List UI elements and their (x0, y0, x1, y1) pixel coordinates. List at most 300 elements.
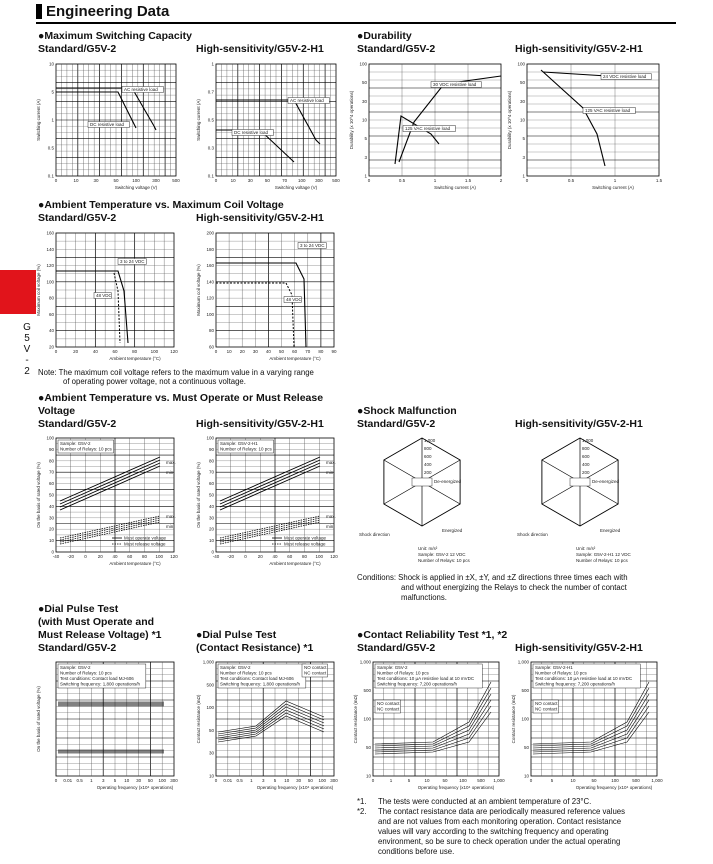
durability-hs-label: High-sensitivity/G5V-2-H1 (515, 43, 643, 55)
x-tick-label: 3 (261, 778, 265, 783)
x-tick-label: 0 (529, 778, 533, 783)
test-info: Number of Relays: 10 pcs (377, 670, 429, 676)
x-tick-label: 1,000 (651, 778, 663, 783)
x-tick-label: 80 (318, 349, 324, 354)
x-tick-label: 0 (54, 778, 58, 783)
chart-durability-std (349, 58, 507, 196)
ambient-operate-hs-label: High-sensitivity/G5V-2-H1 (196, 418, 324, 430)
test-info: Number of Relays: 10 pcs (535, 670, 587, 676)
y-tick-label: 1,000 (202, 659, 214, 665)
shock-title: ●Shock Malfunction (357, 405, 457, 417)
y-tick-label: 1,000 (517, 659, 529, 665)
test-info: Test conditions: 10 µA resistive load at 10 mVDC (535, 676, 633, 681)
unit-label: Unit: m/s² (576, 546, 596, 551)
sample-label: Sample: G5V-2-H1 12 VDC (576, 552, 631, 557)
max-switching-std-label: Standard/G5V-2 (38, 43, 117, 55)
tick-label: 400 (582, 462, 590, 467)
footnote-2-line4: environment, so be sure to check operation under the actual operating (378, 837, 621, 846)
y-tick-label: 0.5 (207, 117, 214, 123)
y-tick-label: 3 (522, 154, 525, 160)
x-tick-label: 100 (297, 178, 306, 183)
ambient-operate-title-1: ●Ambient Temperature vs. Must Operate or Must Release (38, 392, 324, 404)
y-tick-label: 60 (48, 311, 54, 317)
x-tick-label: 30 (296, 778, 302, 783)
side-tab-label: G 5 V - 2 (23, 322, 31, 377)
ambient-coil-hs-label: High-sensitivity/G5V-2-H1 (196, 212, 324, 224)
sample-info: Number of Relays: 10 pcs (60, 446, 112, 452)
y-axis-label: Contact resistance (mΩ) (353, 694, 358, 744)
y-tick-label: 500 (206, 682, 214, 688)
x-tick-label: 1,000 (493, 778, 505, 783)
chart-max-switching-hs (196, 58, 342, 196)
series-label-ac: AC resistive load (290, 98, 324, 103)
legend: NC contact (377, 706, 400, 712)
tick-label: 800 (424, 446, 432, 451)
contact-rel-std-label: Standard/G5V-2 (357, 642, 436, 654)
y-axis-label: Switching current (A) (196, 99, 201, 141)
sample-info: Sample: G5V-2 (60, 441, 91, 446)
y-tick-label: 100 (517, 61, 525, 67)
series-label-ac: 125 VAC resistive load (585, 108, 631, 113)
x-tick-label: 0.5 (236, 778, 243, 783)
x-tick-label: 80 (132, 349, 138, 354)
y-tick-label: 5 (51, 89, 54, 95)
x-tick-label: 20 (257, 554, 263, 559)
x-tick-label: 80 (301, 554, 308, 559)
shock-conditions-2: and without energizing the Relays to check the number of contact (401, 583, 627, 592)
x-tick-label: 100 (318, 778, 326, 783)
y-tick-label: 50 (523, 745, 529, 750)
x-tick-label: 120 (330, 554, 338, 559)
y-tick-label: 1 (51, 117, 54, 123)
x-tick-label: 40 (272, 554, 278, 559)
x-tick-label: 60 (292, 349, 298, 354)
y-tick-label: 0.7 (207, 89, 214, 95)
chart-ambient-operate-std (36, 432, 182, 570)
y-tick-label: 140 (206, 279, 214, 285)
y-tick-label: 0.1 (47, 173, 54, 179)
test-info: Number of Relays: 10 pcs (60, 670, 112, 676)
y-tick-label: 200 (206, 230, 214, 236)
x-tick-label: -40 (212, 554, 220, 559)
test-info: Test conditions: 10 µA resistive load at 10 mVDC (377, 676, 475, 681)
x-tick-label: 50 (264, 178, 270, 183)
y-tick-label: 10 (48, 61, 54, 67)
tick-label: 200 (582, 470, 590, 475)
y-tick-label: 1 (211, 61, 214, 67)
x-axis-label: Operating frequency (x10⁴ operations) (96, 785, 174, 790)
chart-shock-hs (515, 432, 665, 570)
y-axis-label: Durability (x 10^4 operations) (349, 90, 354, 150)
chart-contact-reliability-hs (513, 656, 665, 796)
x-tick-label: 500 (172, 178, 180, 183)
legend-operate: Must operate voltage (124, 535, 167, 541)
sample-info: Sample: G5V-2-H1 (220, 441, 258, 446)
y-tick-label: 70 (48, 469, 54, 475)
x-axis-label: Operating frequency (x10⁴ operations) (256, 785, 334, 790)
tick-label: 1,000 (582, 438, 594, 443)
tick-label: 200 (424, 470, 432, 475)
max-label: max. (166, 514, 176, 519)
chart-max-switching-std (36, 58, 182, 196)
y-axis-label: Contact resistance (mΩ) (511, 694, 516, 744)
x-tick-label: 1.5 (655, 178, 663, 183)
test-info: Switching frequency: 1,800 operations/h (60, 681, 141, 687)
chart-ambient-coil-hs (196, 227, 342, 365)
x-tick-label: 80 (141, 554, 148, 559)
test-info: Test conditions: Contact load MJ-606 (220, 676, 294, 681)
side-tab-marker (0, 270, 36, 314)
x-tick-label: 0 (525, 178, 529, 183)
y-tick-label: 120 (46, 263, 54, 269)
series-label-3-24: 3 to 24 VDC (120, 259, 145, 264)
title-divider (36, 22, 676, 24)
legend: NC contact (304, 670, 327, 676)
legend-release: Must release voltage (124, 541, 166, 547)
legend: NC contact (535, 706, 558, 712)
y-tick-label: 40 (48, 503, 54, 509)
footnote-1-mark: *1. (357, 797, 367, 806)
series-label-3-24: 3 to 24 VDC (300, 243, 325, 248)
chart-dial-pulse-resistance (196, 656, 342, 796)
y-tick-label: 30 (208, 750, 214, 756)
y-tick-label: 0 (211, 549, 214, 555)
x-axis-label: Switching voltage (V) (114, 185, 158, 190)
x-axis-label: Switching current (A) (592, 185, 634, 190)
series-label-dc: DC resistive load (90, 122, 125, 127)
x-tick-label: 120 (170, 554, 178, 559)
x-tick-label: 60 (287, 554, 293, 559)
series-label-ac: 125 VAC resistive load (405, 126, 451, 131)
x-tick-label: 10 (73, 178, 79, 183)
legend-deenergized: De-energized (434, 479, 462, 484)
y-tick-label: 5 (522, 136, 525, 142)
y-tick-label: 20 (208, 526, 214, 532)
footnote-2-mark: *2. (357, 807, 367, 816)
y-tick-label: 10 (208, 773, 214, 779)
y-tick-label: 100 (46, 279, 54, 285)
legend-deenergized: De-energized (592, 479, 620, 484)
chart-contact-reliability-std (355, 656, 507, 796)
x-tick-label: 1 (250, 778, 253, 783)
series-label-ac: AC resistive load (124, 87, 158, 92)
contact-rel-title: ●Contact Reliability Test *1, *2 (357, 629, 508, 641)
y-tick-label: 50 (519, 80, 525, 86)
x-axis-label: Ambient temperature (°C) (269, 561, 321, 566)
x-tick-label: 5 (550, 778, 554, 783)
x-tick-label: 300 (152, 178, 160, 183)
x-tick-label: 40 (265, 349, 271, 354)
y-tick-label: 40 (208, 503, 214, 509)
x-tick-label: 50 (113, 178, 119, 183)
y-tick-label: 3 (364, 154, 367, 160)
footnote-2-line3: values will vary according to the switching frequency and operating (378, 827, 609, 836)
series-label-48: 48 VDC (96, 293, 112, 298)
shock-conditions-3: malfunctions. (401, 593, 447, 602)
chart-durability-hs (507, 58, 665, 196)
chart-dial-pulse-operate (36, 656, 182, 796)
footnote-2-line1: The contact resistance data are periodically measured reference values (378, 807, 626, 816)
max-label: max. (326, 514, 336, 519)
test-info: Sample: G5V-2 (377, 665, 408, 670)
dial-op-title-3: Must Release Voltage) *1 (38, 629, 162, 641)
y-tick-label: 10 (523, 773, 529, 779)
tick-label: 1,000 (424, 438, 436, 443)
x-tick-label: 0 (367, 178, 371, 183)
test-info: Sample: G5V-2 (220, 665, 251, 670)
x-tick-label: 500 (332, 178, 340, 183)
x-tick-label: 300 (315, 178, 323, 183)
shock-std-label: Standard/G5V-2 (357, 418, 436, 430)
ambient-operate-std-label: Standard/G5V-2 (38, 418, 117, 430)
page-title: Engineering Data (36, 4, 169, 19)
y-axis-label: Switching current (A) (36, 99, 41, 141)
y-tick-label: 60 (48, 481, 54, 487)
y-tick-label: 50 (208, 727, 214, 733)
x-tick-label: 70 (305, 349, 311, 354)
x-tick-label: 0 (84, 554, 87, 559)
y-tick-label: 0.3 (207, 145, 214, 151)
y-tick-label: 40 (48, 328, 54, 334)
x-tick-label: 10 (124, 778, 130, 783)
y-tick-label: 160 (206, 263, 214, 269)
y-tick-label: 180 (206, 246, 214, 252)
tick-label: 800 (582, 446, 590, 451)
min-label: min. (166, 524, 175, 529)
x-tick-label: 70 (282, 178, 288, 183)
y-tick-label: 80 (48, 295, 54, 301)
y-tick-label: 100 (521, 716, 529, 722)
y-tick-label: 80 (208, 328, 214, 334)
x-tick-label: 50 (147, 778, 153, 783)
y-tick-label: 60 (208, 481, 214, 487)
x-axis-label: Operating frequency (x10⁴ operations) (575, 785, 653, 790)
series-label-dc: 24 VDC resistive load (603, 74, 647, 79)
x-tick-label: 2 (499, 178, 503, 183)
x-axis-label: Switching current (A) (434, 185, 476, 190)
y-tick-label: 90 (208, 446, 214, 452)
x-tick-label: 20 (97, 554, 103, 559)
y-tick-label: 100 (206, 435, 214, 441)
max-label: max. (166, 460, 176, 465)
x-tick-label: 0 (214, 178, 218, 183)
y-tick-label: 100 (359, 61, 367, 67)
min-label: min. (326, 524, 335, 529)
durability-std-label: Standard/G5V-2 (357, 43, 436, 55)
x-tick-label: 0.5 (398, 178, 406, 183)
y-tick-label: 1 (364, 173, 367, 179)
footnote-2-line2: and are not values from each monitoring operation. Contact resistance (378, 817, 622, 826)
y-tick-label: 500 (521, 688, 529, 693)
x-tick-label: 0.01 (63, 778, 73, 783)
ambient-coil-note-2: of operating power voltage, not a continuous voltage. (63, 377, 246, 386)
x-tick-label: 60 (112, 349, 118, 354)
x-tick-label: 1 (90, 778, 93, 783)
dial-cr-title-2: (Contact Resistance) *1 (196, 642, 314, 654)
y-tick-label: 1 (522, 173, 525, 179)
y-tick-label: 0 (51, 549, 54, 555)
y-axis-label: On the basis of rated voltage (%) (36, 462, 41, 528)
ambient-operate-title-2: Voltage (38, 405, 76, 417)
x-tick-label: 500 (477, 778, 485, 783)
y-tick-label: 1,000 (359, 659, 371, 665)
y-tick-label: 50 (365, 745, 371, 750)
y-tick-label: 10 (361, 117, 367, 123)
x-tick-label: 30 (93, 178, 99, 183)
chart-ambient-operate-hs (196, 432, 342, 570)
y-tick-label: 0.5 (47, 145, 54, 151)
x-tick-label: 30 (136, 778, 142, 783)
y-axis-label: On the basis of rated voltage (%) (196, 462, 201, 528)
x-tick-label: 40 (112, 554, 118, 559)
test-info: Sample: G5V-2-H1 (535, 665, 573, 670)
y-tick-label: 10 (208, 538, 214, 544)
unit-label: Unit: m/s² (418, 546, 438, 551)
x-tick-label: 100 (150, 349, 159, 354)
ambient-coil-note-1: Note: The maximum coil voltage refers to the maximum value in a varying range (38, 368, 314, 377)
x-tick-label: 100 (315, 554, 324, 559)
x-tick-label: 100 (611, 778, 619, 783)
legend-operate: Must operate voltage (284, 535, 327, 541)
y-tick-label: 0.1 (207, 173, 214, 179)
legend: NO contact (377, 701, 400, 706)
y-tick-label: 20 (48, 344, 54, 350)
y-tick-label: 10 (48, 538, 54, 544)
x-tick-label: 50 (307, 778, 313, 783)
x-tick-label: 90 (331, 349, 337, 354)
y-tick-label: 50 (361, 80, 367, 86)
dial-op-std-label: Standard/G5V-2 (38, 642, 117, 654)
contact-rel-hs-label: High-sensitivity/G5V-2-H1 (515, 642, 643, 654)
test-info: Sample: G5V-2 (60, 665, 91, 670)
x-axis-label: Ambient temperature (°C) (109, 356, 161, 361)
x-tick-label: 0 (54, 349, 58, 354)
y-tick-label: 160 (46, 230, 54, 236)
y-axis-label: Contact resistance (mΩ) (196, 694, 201, 744)
x-axis-label: Operating frequency (x10⁴ operations) (417, 785, 495, 790)
legend: NO contact (304, 665, 327, 670)
dial-op-title-2: (with Must Operate and (38, 616, 155, 628)
x-tick-label: 30 (247, 178, 253, 183)
x-tick-label: 500 (632, 778, 640, 783)
x-tick-label: 0 (54, 178, 58, 183)
x-tick-label: -20 (67, 554, 75, 559)
y-tick-label: 70 (208, 469, 214, 475)
x-tick-label: 10 (570, 778, 576, 783)
ambient-coil-title: ●Ambient Temperature vs. Maximum Coil Voltage (38, 199, 284, 211)
x-axis-label: Ambient temperature (°C) (269, 356, 321, 361)
footnote-2-line5: conditions before use. (378, 847, 455, 856)
x-tick-label: 50 (279, 349, 285, 354)
x-tick-label: 1.5 (464, 178, 472, 183)
x-tick-label: 30 (252, 349, 258, 354)
y-tick-label: 80 (208, 458, 214, 464)
x-tick-label: 5 (273, 778, 277, 783)
x-tick-label: 100 (459, 778, 467, 783)
y-tick-label: 30 (208, 515, 214, 521)
x-tick-label: 10 (424, 778, 430, 783)
y-tick-label: 30 (361, 98, 367, 104)
y-tick-label: 80 (48, 458, 54, 464)
x-tick-label: 40 (92, 349, 98, 354)
x-tick-label: 0.5 (567, 178, 575, 183)
x-tick-label: 1 (613, 178, 617, 183)
shock-conditions-1: Conditions: Shock is applied in ±X, ±Y, and ±Z directions three times each with (357, 573, 628, 582)
count-label: Number of Relays: 10 pcs (576, 558, 628, 563)
x-tick-label: 0 (214, 349, 218, 354)
x-tick-label: 300 (170, 778, 178, 783)
x-tick-label: 10 (230, 178, 236, 183)
x-tick-label: -40 (52, 554, 60, 559)
y-axis-label: On the basis of rated voltage (%) (36, 686, 41, 752)
x-tick-label: 50 (442, 778, 448, 783)
y-tick-label: 20 (48, 526, 54, 532)
shock-hs-label: High-sensitivity/G5V-2-H1 (515, 418, 643, 430)
series-label-48: 48 VDC (286, 297, 302, 302)
x-tick-label: 0 (371, 778, 375, 783)
y-tick-label: 30 (519, 98, 525, 104)
ambient-coil-std-label: Standard/G5V-2 (38, 212, 117, 224)
legend-release: Must release voltage (284, 541, 326, 547)
y-tick-label: 100 (206, 311, 214, 317)
y-tick-label: 10 (519, 117, 525, 123)
x-axis-label: Ambient temperature (°C) (109, 561, 161, 566)
y-tick-label: 90 (48, 446, 54, 452)
chart-ambient-coil-std (36, 227, 182, 365)
x-tick-label: 50 (591, 778, 597, 783)
test-info: Switching frequency: 7,200 operations/h (535, 681, 616, 687)
y-tick-label: 100 (363, 716, 371, 722)
y-tick-label: 5 (364, 136, 367, 142)
x-tick-label: -20 (227, 554, 235, 559)
y-tick-label: 60 (208, 344, 214, 350)
direction-label: Shock direction (359, 532, 390, 537)
tick-label: 600 (424, 454, 432, 459)
test-info: Test conditions: Contact load MJ-606 (60, 676, 134, 681)
max-switching-hs-label: High-sensitivity/G5V-2-H1 (196, 43, 324, 55)
y-axis-label: Maximum coil voltage (%) (36, 264, 41, 316)
count-label: Number of Relays: 10 pcs (418, 558, 470, 563)
tick-label: 400 (424, 462, 432, 467)
x-tick-label: 5 (407, 778, 411, 783)
y-tick-label: 100 (46, 435, 54, 441)
max-label: max. (326, 460, 336, 465)
y-tick-label: 50 (48, 492, 54, 498)
x-tick-label: 10 (284, 778, 290, 783)
sample-info: Number of Relays: 10 pcs (220, 446, 272, 452)
test-info: Switching frequency: 1,800 operations/h (220, 681, 301, 687)
footnote-1: The tests were conducted at an ambient temperature of 23°C. (378, 797, 592, 806)
x-tick-label: 20 (73, 349, 79, 354)
series-label-dc: 30 VDC resistive load (433, 82, 477, 87)
x-tick-label: 0 (214, 778, 218, 783)
chart-shock-std (357, 432, 507, 570)
test-info: Switching frequency: 7,200 operations/h (377, 681, 458, 687)
y-tick-label: 10 (365, 773, 371, 779)
legend: NO contact (535, 701, 558, 706)
y-tick-label: 30 (48, 515, 54, 521)
y-tick-label: 120 (206, 295, 214, 301)
x-tick-label: 20 (239, 349, 245, 354)
min-label: min. (166, 470, 175, 475)
direction-label: Shock direction (517, 532, 548, 537)
tick-label: 600 (582, 454, 590, 459)
durability-title: ●Durability (357, 30, 412, 42)
test-info: Number of Relays: 10 pcs (220, 670, 272, 676)
y-tick-label: 100 (206, 705, 214, 711)
y-tick-label: 140 (46, 246, 54, 252)
relay-box (412, 478, 432, 486)
